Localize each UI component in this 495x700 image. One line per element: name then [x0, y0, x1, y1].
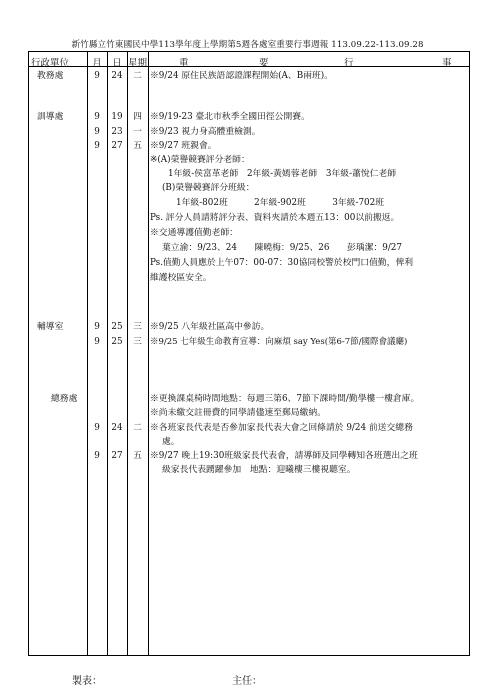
cell-month: 9 [94, 337, 100, 347]
header-weekday: 星期 [127, 58, 147, 69]
event-line: ※更換課桌椅時間地點：每週三第6、7節下課時間/勤學樓一樓倉庫。 [150, 394, 420, 404]
cell-month: 9 [94, 141, 100, 151]
event-line: 1年級-802班 2年級-902班 3年級-702班 [176, 198, 385, 208]
header-month: 月 [92, 58, 102, 69]
event-line: ※9/23 視力身高體重檢測。 [150, 127, 261, 137]
cell-weekday: 三 [133, 337, 142, 347]
event-line: 葉立渝：9/23、24 陳曉梅：9/25、26 彭瑀潔：9/27 [162, 243, 402, 253]
event-line: ※各班家長代表是否參加家長代表大會之回條請於 9/24 前送交總務 [150, 423, 413, 433]
header-content-char: 要 [259, 58, 269, 69]
prepared-by-label: 製表： [72, 676, 102, 687]
event-line: ※交通導護值勤老師： [150, 228, 238, 238]
cell-weekday: 二 [133, 71, 142, 81]
cell-day: 24 [111, 423, 123, 433]
event-line: Ps.值勤人員應於上午07：00-07：30協同校警於校門口值勤，俾利 [150, 258, 414, 268]
event-line: ※(A)榮譽競賽評分老師： [150, 155, 250, 165]
cell-day: 25 [111, 337, 123, 347]
event-line: ※9/19-23 臺北市秋季全國田徑公開賽。 [150, 112, 310, 122]
cell-weekday: 四 [133, 112, 142, 122]
event-line: ※9/24 原住民族語認證課程開始(A、B兩班)。 [150, 71, 333, 81]
cell-weekday: 五 [133, 141, 142, 151]
header-content-char: 重 [179, 58, 189, 69]
cell-day: 27 [111, 141, 123, 151]
cell-day: 23 [111, 127, 123, 137]
header-content-char: 事 [442, 58, 452, 69]
cell-month: 9 [94, 127, 100, 137]
event-line: 維護校區安全。 [150, 273, 212, 283]
event-line: (B)榮譽競賽評分班級： [162, 183, 255, 193]
unit-counseling: 輔導室 [37, 322, 64, 332]
cell-month: 9 [94, 322, 100, 332]
unit-general-affairs: 總務處 [51, 394, 78, 404]
header-content-char: 行 [344, 58, 354, 69]
cell-day: 19 [111, 112, 123, 122]
cell-weekday: 五 [133, 451, 142, 461]
header-day: 日 [112, 58, 122, 69]
event-line: 1年級-侯富革老師 2年級-黃嫣蓉老師 3年級-蕭悅仁老師 [168, 169, 397, 179]
cell-month: 9 [94, 112, 100, 122]
schedule-table [28, 51, 470, 656]
event-line: ※9/25 七年級生命教育宣導：向麻煩 say Yes(第6-7節/國際會議廳) [150, 337, 408, 347]
unit-discipline: 訓導處 [37, 112, 64, 122]
event-line: 處。 [162, 437, 180, 447]
event-line: Ps. 評分人員請將評分表、資料夾請於本週五13：00以前搬返。 [150, 213, 400, 223]
cell-weekday: 二 [133, 423, 142, 433]
event-line: ※尚未繳交註冊費的同學請儘速至郵局繳納。 [150, 408, 326, 418]
cell-month: 9 [94, 451, 100, 461]
event-line: ※9/27 晚上19:30班級家長代表會，請導師及同學轉知各班選出之班 [150, 451, 418, 461]
header-unit: 行政單位 [31, 58, 70, 69]
event-line: 級家長代表踴躍參加 地點：迎曦樓三樓視聽室。 [162, 465, 356, 475]
unit-academic: 教務處 [37, 71, 64, 81]
cell-day: 25 [111, 322, 123, 332]
cell-weekday: 三 [133, 322, 142, 332]
document-title: 新竹縣立竹東國民中學113學年度上學期第5週各處室重要行事週報 113.09.22-113.09.28 [71, 40, 424, 50]
event-line: ※9/27 班親會。 [150, 141, 217, 151]
cell-month: 9 [94, 423, 100, 433]
col-divider [148, 52, 149, 655]
director-label: 主任： [232, 676, 262, 687]
event-line: ※9/25 八年級社區高中參訪。 [150, 322, 270, 332]
cell-weekday: 一 [133, 127, 142, 137]
cell-month: 9 [94, 71, 100, 81]
cell-day: 27 [111, 451, 123, 461]
cell-day: 24 [111, 71, 123, 81]
